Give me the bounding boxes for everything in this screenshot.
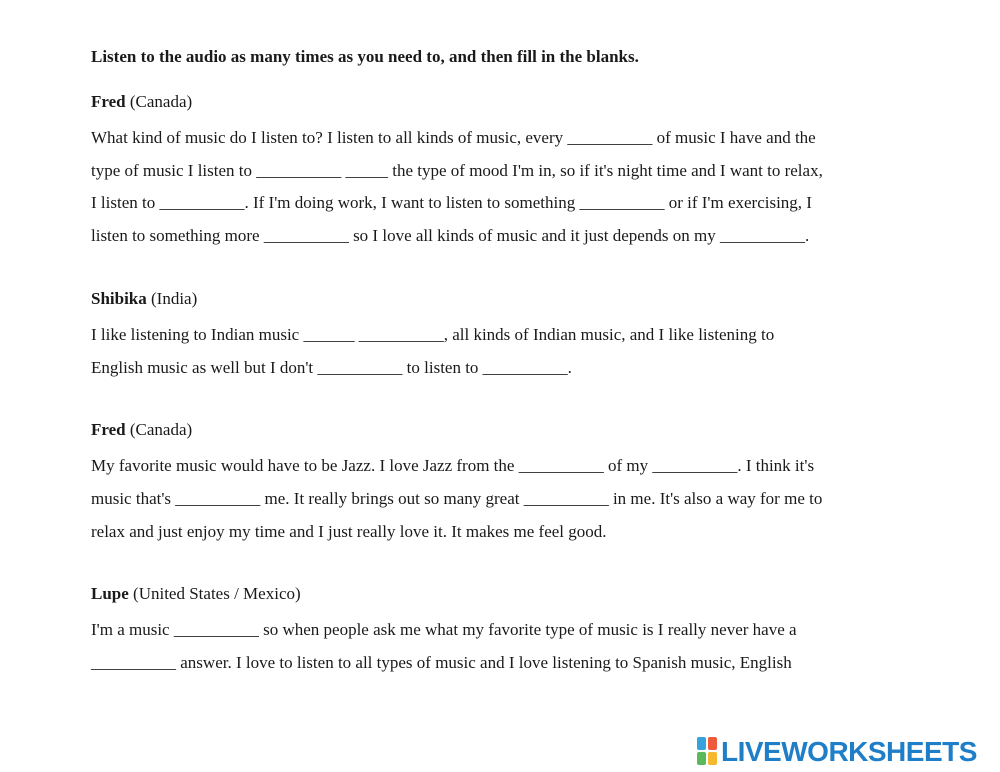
passage-line: music that's __________ me. It really brings out so many great __________ in me. It's also a way for me to [91, 488, 823, 508]
speaker-block-shibika [91, 286, 971, 384]
passage-line: I listen to __________. If I'm doing work, I want to listen to something __________ or if I'm exercising, I [91, 193, 812, 213]
passage-line: I like listening to Indian music ______ __________, all kinds of Indian music, and I like listening to [91, 324, 775, 344]
passage-line: I'm a music __________ so when people ask me what my favorite type of music is I really never have a [91, 620, 797, 640]
passage-text [91, 319, 971, 384]
speaker-block-fred-1 [91, 89, 971, 253]
speaker-origin: (Canada) [129, 420, 193, 440]
passage-line: listen to something more __________ so I love all kinds of music and it just depends on my __________. [91, 226, 810, 246]
speaker-block-fred-2 [91, 417, 971, 548]
speaker-heading [91, 581, 971, 607]
passage-text [91, 614, 971, 679]
speaker-block-lupe [91, 581, 971, 679]
instructions: Listen to the audio as many times as you need to, and then fill in the blanks. [91, 47, 639, 66]
liveworksheets-logo[interactable] [697, 735, 977, 769]
speaker-name: Lupe [91, 584, 129, 604]
speaker-heading [91, 286, 971, 312]
speaker-name: Fred [91, 420, 126, 440]
speaker-name: Shibika [91, 288, 147, 308]
passage-text [91, 450, 971, 548]
speaker-name: Fred [91, 92, 126, 111]
worksheet [91, 44, 971, 680]
passage-line: type of music I listen to __________ _____ the type of mood I'm in, so if it's night time and I want to relax, [91, 160, 823, 180]
logo-text: LIVEWORKSHEETS [721, 736, 977, 767]
passage-line: What kind of music do I listen to? I listen to all kinds of music, every __________ of music I have and the [91, 128, 816, 147]
passage-line: My favorite music would have to be Jazz. I love Jazz from the __________ of my __________. I think it's [91, 456, 815, 476]
speaker-origin: (India) [151, 288, 198, 308]
passage-line: relax and just enjoy my time and I just really love it. It makes me feel good. [91, 521, 607, 541]
speaker-origin: (Canada) [129, 92, 193, 111]
speaker-heading [91, 417, 971, 443]
passage-text [91, 122, 971, 253]
passage-line: English music as well but I don't __________ to listen to __________. [91, 357, 572, 377]
speaker-heading [91, 89, 971, 115]
liveworksheets-logo-icon [697, 737, 719, 767]
speaker-origin: (United States / Mexico) [133, 584, 301, 604]
passage-line: __________ answer. I love to listen to all types of music and I love listening to Spanish music, English [91, 653, 792, 673]
